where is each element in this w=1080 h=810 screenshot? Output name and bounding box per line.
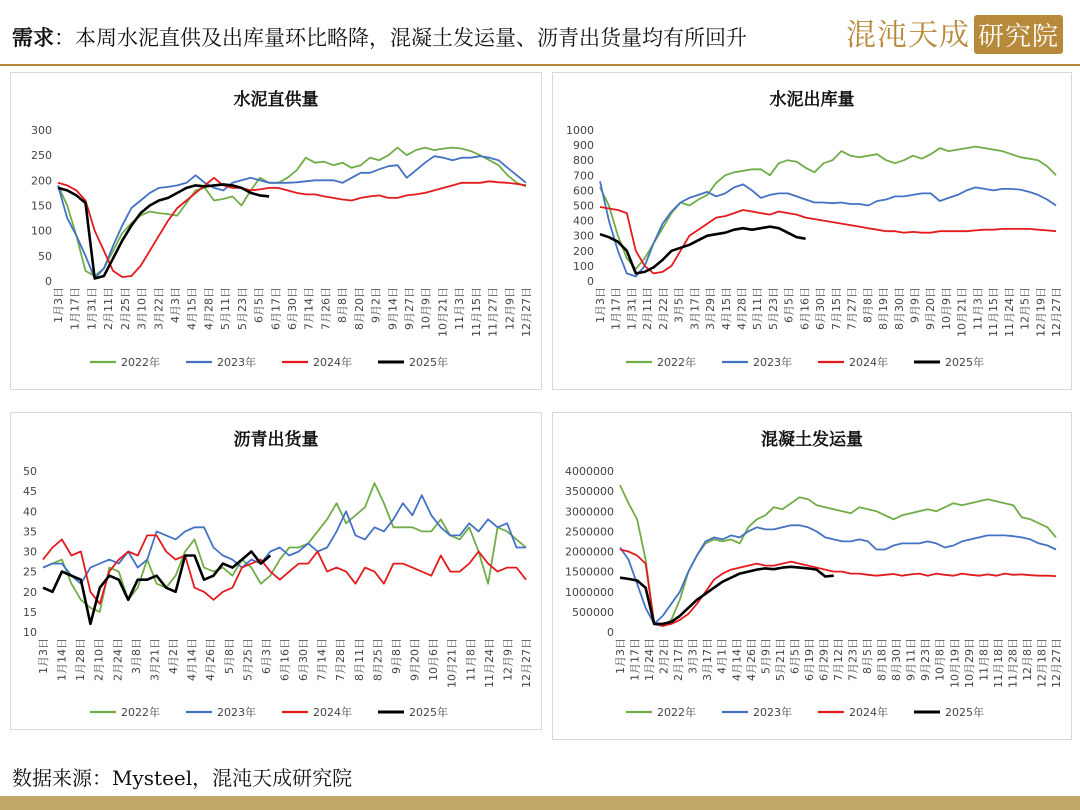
legend-label: 2024年 [313,356,352,369]
x-tick-label: 9月20日 [408,638,422,681]
x-tick-label: 2月17日 [672,638,686,681]
x-tick-label: 4月14日 [185,638,199,681]
x-tick-label: 3月29日 [704,287,718,330]
series-line-2022 [620,485,1056,626]
x-tick-label: 5月23日 [235,287,249,330]
chart-title: 水泥出库量 [769,90,855,110]
legend-label: 2023年 [217,356,256,369]
x-tick-label: 6月5日 [252,287,266,323]
y-tick-label: 40 [23,505,37,519]
x-tick-label: 7月27日 [845,287,859,330]
source-note: 数据来源：Mysteel，混沌天成研究院 [12,766,353,790]
x-tick-label: 12月8日 [1020,638,1034,681]
x-tick-label: 3月21日 [148,638,162,681]
x-tick-label: 6月3日 [259,638,273,674]
x-tick-label: 4月3日 [169,287,182,323]
x-tick-label: 8月8日 [336,287,350,323]
chart-cement-outbound [553,73,1071,389]
y-tick-label: 50 [23,465,37,478]
x-tick-label: 11月8日 [464,638,478,681]
y-tick-label: 30 [23,545,37,559]
headline [12,22,747,52]
x-tick-label: 8月30日 [892,287,906,330]
x-tick-label: 5月8日 [222,638,236,674]
x-tick-label: 3月22日 [152,287,166,330]
x-tick-label: 6月5日 [782,287,796,323]
y-tick-label: 50 [38,249,52,263]
y-tick-label: 1000 [566,124,594,137]
x-tick-label: 3月10日 [135,287,149,330]
x-tick-label: 12月5日 [1018,287,1032,331]
x-tick-label: 10月6日 [427,638,441,681]
x-tick-label: 5月9日 [759,638,773,674]
chart-panel-asphalt [10,412,542,730]
logo [846,10,1060,53]
y-tick-label: 200 [573,244,594,258]
y-tick-label: 20 [23,585,37,599]
x-tick-label: 6月19日 [802,638,816,681]
x-tick-label: 6月5日 [788,638,802,674]
x-tick-label: 10月21日 [955,287,969,337]
x-tick-label: 3月17日 [701,638,715,681]
series-line-2022 [600,147,1056,269]
x-tick-label: 7月23日 [846,638,860,681]
x-tick-label: 1月31日 [85,287,99,330]
x-tick-label: 6月16日 [798,287,812,330]
x-tick-label: 1月3日 [37,638,50,674]
y-tick-label: 800 [573,154,594,168]
x-tick-label: 7月28日 [334,638,348,681]
chart-asphalt [11,413,541,729]
x-tick-label: 1月14日 [55,638,69,681]
x-tick-label: 4月15日 [185,287,199,330]
x-tick-label: 11月24日 [482,638,496,688]
x-tick-label: 2月2日 [657,638,671,674]
x-tick-label: 1月17日 [628,638,642,681]
x-tick-label: 5月23日 [766,287,780,330]
y-tick-label: 0 [587,275,594,288]
x-tick-label: 6月16日 [278,638,292,681]
series-line-2022 [58,148,526,276]
x-tick-label: 10月21日 [436,287,450,337]
x-tick-label: 11月15日 [987,287,1001,337]
x-tick-label: 7月12日 [832,638,845,681]
legend-label: 2022年 [121,356,160,369]
x-tick-label: 3月17日 [688,287,702,330]
x-tick-label: 10月9日 [419,287,433,330]
series-line-2025 [620,567,834,624]
x-tick-label: 8月30日 [890,638,904,681]
x-tick-label: 10月19日 [948,638,962,688]
x-tick-label: 10月9日 [939,287,953,330]
x-tick-label: 6月30日 [814,287,828,330]
x-tick-label: 6月29日 [817,638,831,681]
x-tick-label: 12月27日 [1050,638,1063,688]
x-tick-label: 4月28日 [735,287,749,330]
series-line-2024 [620,550,1056,627]
x-tick-label: 4月28日 [202,287,216,330]
x-tick-label: 4月14日 [730,638,744,681]
chart-title: 沥青出货量 [233,430,319,450]
x-tick-label: 5月11日 [219,287,233,330]
x-tick-label: 1月31日 [625,287,639,330]
x-tick-label: 2月24日 [111,638,125,681]
y-tick-label: 150 [31,199,52,213]
headline-text: ：本周水泥直供及出库量环比略降，混凝土发运量、沥青出货量均有所回升 [54,26,747,50]
x-tick-label: 12月27日 [520,287,533,337]
y-tick-label: 35 [23,525,37,539]
chart-panel-cement-outbound [552,72,1072,390]
x-tick-label: 9月23日 [919,638,933,681]
y-tick-label: 1500000 [565,565,614,579]
y-tick-label: 600 [573,184,594,198]
legend-label: 2022年 [657,706,696,719]
x-tick-label: 11月3日 [453,287,467,330]
legend-label: 2025年 [945,356,984,369]
legend-label: 2024年 [849,706,888,719]
y-tick-label: 200 [31,174,52,188]
legend-label: 2025年 [409,356,448,369]
y-tick-label: 15 [23,605,37,619]
y-tick-label: 45 [23,485,37,499]
x-tick-label: 8月11日 [352,638,366,681]
footer-bar [0,796,1080,810]
y-tick-label: 500000 [572,605,614,619]
x-tick-label: 9月14日 [386,287,400,330]
headline-label: 需求 [12,25,54,50]
x-tick-label: 9月8日 [389,638,403,674]
legend-label: 2022年 [657,356,696,369]
x-tick-label: 4月15日 [719,287,733,330]
legend-label: 2025年 [945,706,984,719]
y-tick-label: 2000000 [565,545,614,559]
x-tick-label: 8月25日 [371,638,385,681]
legend-label: 2023年 [753,356,792,369]
logo-text: 混沌天成 [846,18,970,53]
x-tick-label: 12月9日 [501,638,515,681]
x-tick-label: 11月3日 [971,287,985,330]
x-tick-label: 1月17日 [609,287,623,330]
y-tick-label: 0 [607,626,614,639]
x-tick-label: 2月25日 [118,287,132,330]
x-tick-label: 11月15日 [469,287,483,338]
y-tick-label: 1000000 [565,585,614,599]
x-tick-label: 12月18日 [1035,638,1049,688]
y-tick-label: 700 [573,169,594,183]
y-tick-label: 500 [573,199,594,213]
chart-title: 水泥直供量 [233,90,319,110]
x-tick-label: 4月26日 [744,638,758,681]
legend-label: 2025年 [409,706,448,719]
x-tick-label: 9月20日 [924,287,938,330]
x-tick-label: 1月17日 [68,287,82,330]
x-tick-label: 8月19日 [877,287,891,330]
x-tick-label: 3月3日 [686,638,700,674]
y-tick-label: 100 [31,224,52,238]
x-tick-label: 4月26日 [204,638,218,681]
x-tick-label: 11月18日 [991,638,1005,688]
x-tick-label: 6月30日 [297,638,311,681]
x-tick-label: 12月27日 [1050,287,1063,337]
x-tick-label: 3月8日 [129,638,143,674]
y-tick-label: 300 [31,124,52,137]
series-line-2022 [43,483,526,612]
x-tick-label: 2月10日 [92,638,106,681]
x-tick-label: 12月9日 [503,287,517,330]
x-tick-label: 9月2日 [369,287,383,323]
x-tick-label: 9月11日 [904,638,918,681]
x-tick-label: 1月3日 [614,638,627,674]
x-tick-label: 5月25日 [241,638,255,681]
x-tick-label: 4月2日 [167,638,181,674]
x-tick-label: 7月15日 [829,287,843,330]
x-tick-label: 10月29日 [962,638,976,688]
y-tick-label: 900 [573,139,594,153]
x-tick-label: 7月26日 [319,287,333,330]
x-tick-label: 10月21日 [445,638,459,688]
x-tick-label: 11月8日 [977,638,991,681]
chart-cement-direct [11,73,541,389]
x-tick-label: 6月17日 [269,287,283,330]
x-tick-label: 6月30日 [286,287,299,330]
y-tick-label: 10 [23,626,37,639]
x-tick-label: 8月5日 [861,638,875,674]
x-tick-label: 9月27日 [403,287,416,330]
y-tick-label: 2500000 [565,525,614,539]
header [0,0,1080,66]
x-tick-label: 8月20日 [352,287,366,330]
x-tick-label: 3月5日 [672,287,686,323]
x-tick-label: 9月9日 [908,287,922,323]
x-tick-label: 1月28日 [74,638,88,681]
y-tick-label: 250 [31,149,52,163]
legend-label: 2024年 [313,706,352,719]
x-tick-label: 1月3日 [52,287,65,323]
y-tick-label: 3500000 [565,485,614,499]
x-tick-label: 7月14日 [315,638,329,681]
y-tick-label: 3000000 [565,505,614,519]
x-tick-label: 10月8日 [933,638,947,681]
chart-concrete [553,413,1071,739]
x-tick-label: 1月24日 [643,638,657,681]
x-tick-label: 2月22日 [656,287,670,330]
legend-label: 2023年 [217,706,256,719]
chart-panel-cement-direct [10,72,542,390]
x-tick-label: 5月11日 [751,287,765,330]
x-tick-label: 11月27日 [486,286,500,337]
x-tick-label: 8月18日 [875,638,889,681]
logo-box: 研究院 [974,15,1063,54]
y-tick-label: 0 [45,275,52,288]
header-rule [0,64,1080,66]
legend-label: 2023年 [753,706,792,719]
y-tick-label: 4000000 [565,465,614,478]
chart-panel-concrete [552,412,1072,740]
x-tick-label: 4月1日 [715,638,729,674]
y-tick-label: 100 [573,259,594,273]
y-tick-label: 400 [573,214,594,228]
x-tick-label: 11月28日 [1006,638,1020,688]
chart-title: 混凝土发运量 [761,430,863,450]
x-tick-label: 11月24日 [1002,287,1016,337]
x-tick-label: 5月21日 [773,638,787,681]
legend-label: 2024年 [849,356,888,369]
y-tick-label: 25 [23,565,37,579]
x-tick-label: 12月27日 [520,638,533,688]
x-tick-label: 1月3日 [594,287,607,323]
x-tick-label: 7月14日 [302,287,316,330]
x-tick-label: 8月8日 [861,287,875,323]
y-tick-label: 300 [573,229,594,243]
x-tick-label: 2月11日 [102,287,116,330]
x-tick-label: 2月11日 [641,287,655,330]
legend-label: 2022年 [121,706,160,719]
x-tick-label: 12月19日 [1034,287,1048,338]
